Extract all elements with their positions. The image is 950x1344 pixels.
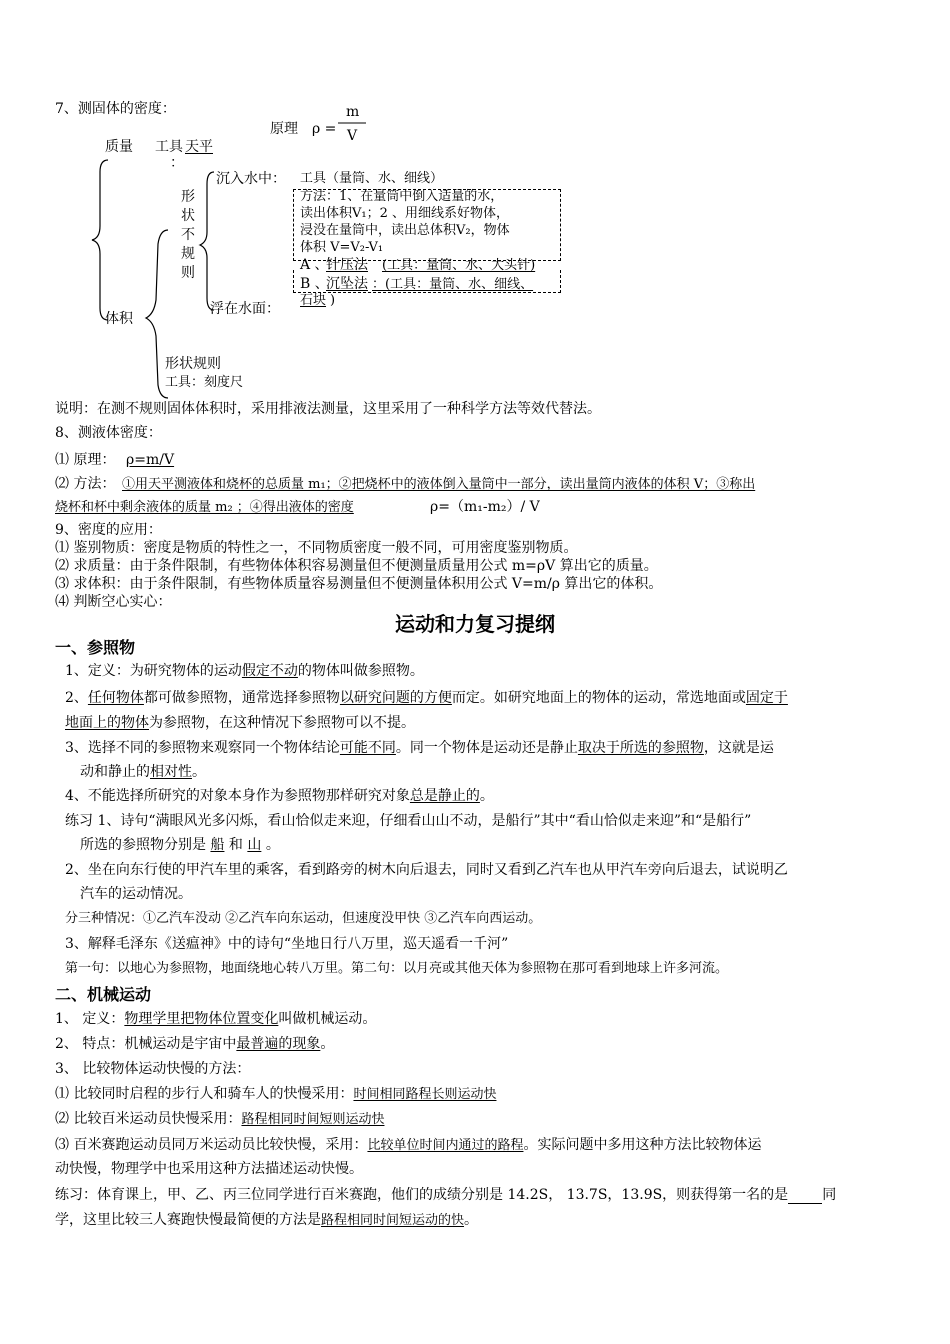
text: 。 — [192, 764, 206, 780]
method-line-3: 浸没在量筒中，读出总体积V₂，物体 — [300, 223, 510, 238]
sinker-prefix: B 、 — [300, 276, 329, 292]
sink-tool: 工具（量筒、水、细线） — [300, 171, 444, 186]
underlined-text: 固定于 — [745, 690, 788, 706]
text: 的物体叫做参照物。 — [297, 663, 424, 679]
answer-blank — [788, 1189, 822, 1204]
underlined-text: 路程相同时间短运动的快 — [321, 1213, 465, 1228]
text: ⑴ 比较同时启程的步行人和骑车人的快慢采用： — [55, 1086, 354, 1102]
text: ，这就是运 — [703, 740, 774, 756]
text: 3、选择不同的参照物来观察同一个物体结论 — [65, 740, 340, 756]
app-item-1: ⑴ 鉴别物质：密度是物质的特性之一，不同物质密度一般不同，可用密度鉴别物质。 — [55, 540, 578, 556]
exercise-3: 3、解释毛泽东《送瘟神》中的诗句“坐地日行八万里，巡天遥看一千河” — [65, 936, 509, 952]
underlined-text: 最普遍的现象 — [236, 1036, 321, 1052]
section-mechanical-heading: 二、机械运动 — [55, 985, 152, 1004]
ref-point-2: 2、任何物体都可做参照物，通常选择参照物以研究问题的方便而定。如研究地面上的物体的运动，常选地面或固定于 — [65, 690, 788, 706]
solid-note: 说明：在测不规则固体体积时，采用排液法测量，这里采用了一种科学方法等效代替法。 — [55, 401, 601, 417]
brace-mass-volume — [92, 160, 108, 320]
text: 。实际问题中多用这种方法比较物体运 — [523, 1137, 762, 1153]
needle-method: 针压法 — [326, 257, 368, 273]
text: 都可做参照物，通常选择参照物 — [143, 690, 340, 706]
brace-diagram — [0, 0, 950, 420]
liquid-density-formula: ρ=（m₁-m₂）/ V — [430, 499, 540, 515]
method-line-4: 体积 V=V₂-V₁ — [300, 240, 384, 255]
section-7-heading: 7、测固体的密度： — [55, 101, 176, 117]
text: 2、 特点：机械运动是宇宙中 — [55, 1036, 237, 1052]
principle-label: 原理 — [270, 121, 298, 137]
text: 动和静止的 — [80, 764, 150, 780]
formula-lhs: ρ = — [312, 121, 337, 137]
underlined-text: 船 — [210, 837, 225, 853]
float-label: 浮在水面： — [210, 301, 280, 317]
sinker-tool: ：(工具：量筒、水、细线、 — [372, 277, 534, 292]
text: 1、 定义： — [55, 1011, 125, 1027]
mech-compare-3-cont: 动快慢，物理学中也采用这种方法描述运动快慢。 — [55, 1161, 363, 1177]
liquid-method-prefix: ⑵ 方法： — [55, 476, 116, 492]
ref-point-3 — [65, 739, 774, 757]
ref-definition — [65, 662, 424, 680]
sinker-tool-stone: 石块 — [300, 293, 327, 308]
exercise-2: 2、坐在向东行使的甲汽车里的乘客，看到路旁的树木向后退去，同时又看到乙汽车也从甲汽车旁向后退去，试说明乙 — [65, 862, 788, 878]
regular-shape-label: 形状规则 — [165, 356, 221, 372]
app-item-3: ⑶ 求体积：由于条件限制，有些物体质量容易测量但不便测量体积用公式 V=m/ρ 算出它的体积。 — [55, 576, 663, 592]
mech-compare-3 — [55, 1136, 761, 1155]
regular-tool: 工具：刻度尺 — [165, 375, 244, 390]
text: ⑵ 比较百米运动员快慢采用： — [55, 1111, 242, 1127]
mass-tool-colon: ： — [170, 155, 184, 171]
mech-compare-heading: 3、 比较物体运动快慢的方法： — [55, 1061, 251, 1077]
underlined-text: 山 — [247, 837, 262, 853]
sink-label: 沉入水中： — [216, 171, 286, 187]
exercise-1: 练习 1、诗句“满眼风光多闪烁，看山恰似走来迎，仔细看山山不动，是船行”其中“看山恰似走来迎”和“是船行” — [65, 813, 752, 829]
formula-numerator: m — [346, 104, 360, 120]
underlined-text: 比较单位时间内通过的路程 — [367, 1138, 524, 1153]
text: 同 — [822, 1187, 837, 1203]
ref-point-2-cont — [65, 714, 415, 732]
underlined-text: 可能不同 — [339, 740, 396, 756]
ref-point-3-cont — [80, 763, 206, 781]
liquid-principle: ρ=m/V — [126, 452, 175, 468]
app-item-2: ⑵ 求质量：由于条件限制，有些物体体积容易测量但不便测量质量用公式 m=ρV 算出它的质量。 — [55, 558, 658, 574]
text: 而定。如研究地面上的物体的运动，常选地面或 — [451, 690, 746, 706]
mech-feature — [55, 1035, 334, 1053]
practice-question-cont — [55, 1211, 478, 1230]
exercise-2-answer: 分三种情况：①乙汽车没动 ②乙汽车向东运动，但速度没甲快 ③乙汽车向西运动。 — [65, 911, 542, 926]
liquid-principle-prefix: ⑴ 原理： — [55, 452, 116, 468]
exercise-1-cont — [80, 836, 280, 854]
ref-point-4 — [65, 787, 494, 805]
liquid-method-line-2: 烧杯和杯中剩余液体的质量 m₂ ；④得出液体的密度 — [55, 500, 354, 515]
text: 叫做机械运动。 — [278, 1011, 377, 1027]
underlined-text: 取决于所选的参照物 — [577, 740, 704, 756]
text: 。同一个物体是运动还是静止 — [395, 740, 578, 756]
mech-compare-2 — [55, 1110, 384, 1129]
underlined-text: 以研究问题的方便 — [339, 690, 452, 706]
underlined-text: 物理学里把物体位置变化 — [124, 1011, 279, 1027]
brace-sink-float — [200, 172, 214, 310]
volume-label: 体积 — [105, 311, 133, 327]
irregular-shape-label: 形状不规则 — [181, 189, 195, 281]
section-reference-heading: 一、参照物 — [55, 638, 136, 657]
text: 4、不能选择所研究的对象本身作为参照物那样研究对象 — [65, 788, 410, 804]
page-title: 运动和力复习提纲 — [395, 612, 555, 636]
underlined-text: 总是静止的 — [409, 788, 480, 804]
text: 。 — [464, 1212, 479, 1228]
method-line-1: 方法：1、在量筒中倒入适量的水， — [300, 189, 504, 204]
text: 学，这里比较三人赛跑快慢最简便的方法是 — [55, 1212, 321, 1228]
liquid-method-line-1: ①用天平测液体和烧杯的总质量 m₁；②把烧杯中的液体倒入量筒中一部分，读出量筒内液体的体积 V；③称出 — [122, 477, 756, 492]
underlined-text: 时间相同路程长则运动快 — [353, 1087, 497, 1102]
app-item-4: ⑷ 判断空心实心： — [55, 594, 172, 610]
mass-tool: 天平 — [185, 139, 213, 155]
text: 练习：体育课上，甲、乙、丙三位同学进行百米赛跑，他们的成绩分别是 14.2S， 13.7S，13.9S，则获得第一名的是 — [55, 1187, 789, 1203]
section-8-heading: 8、测液体密度： — [55, 425, 162, 441]
method-line-2: 读出体积V₁；2 、用细线系好物体， — [300, 206, 510, 221]
practice-question — [55, 1186, 836, 1204]
underlined-text: 任何物体 — [87, 690, 144, 706]
text: 和 — [228, 837, 243, 853]
underlined-text: 相对性 — [150, 764, 192, 780]
exercise-3-answer: 第一句：以地心为参照物，地面绕地心转八万里。第二句：以月亮或其他天体为参照物在那可看到地球上许多河流。 — [65, 961, 729, 976]
section-9-heading: 9、密度的应用： — [55, 522, 162, 538]
mass-tool-prefix: 工具 — [155, 139, 183, 155]
mech-definition — [55, 1010, 376, 1028]
formula-denominator: V — [347, 128, 358, 144]
underlined-text: 路程相同时间短则运动快 — [241, 1112, 385, 1127]
text: 为参照物，在这种情况下参照物可以不提。 — [149, 715, 415, 731]
text: 所选的参照物分别是 — [80, 837, 206, 853]
mech-compare-1 — [55, 1085, 496, 1104]
underlined-text: 假定不动 — [241, 663, 298, 679]
mass-label: 质量 — [105, 139, 133, 155]
text: 。 — [479, 788, 494, 804]
brace-irregular-regular — [146, 230, 168, 398]
text: 1、定义：为研究物体的运动 — [65, 663, 242, 679]
underlined-text: 地面上的物体 — [65, 715, 149, 731]
text: 。 — [265, 837, 280, 853]
text: ⑶ 百米赛跑运动员同万米运动员比较快慢，采用： — [55, 1137, 368, 1153]
needle-tool: (工具：量筒、水、大头针) — [382, 258, 536, 273]
exercise-2-cont: 汽车的运动情况。 — [80, 886, 192, 902]
sinker-method: 沉坠法 — [326, 276, 368, 292]
needle-prefix: A 、 — [300, 257, 329, 273]
text: 。 — [320, 1036, 335, 1052]
sinker-tool-close: ) — [330, 293, 336, 308]
